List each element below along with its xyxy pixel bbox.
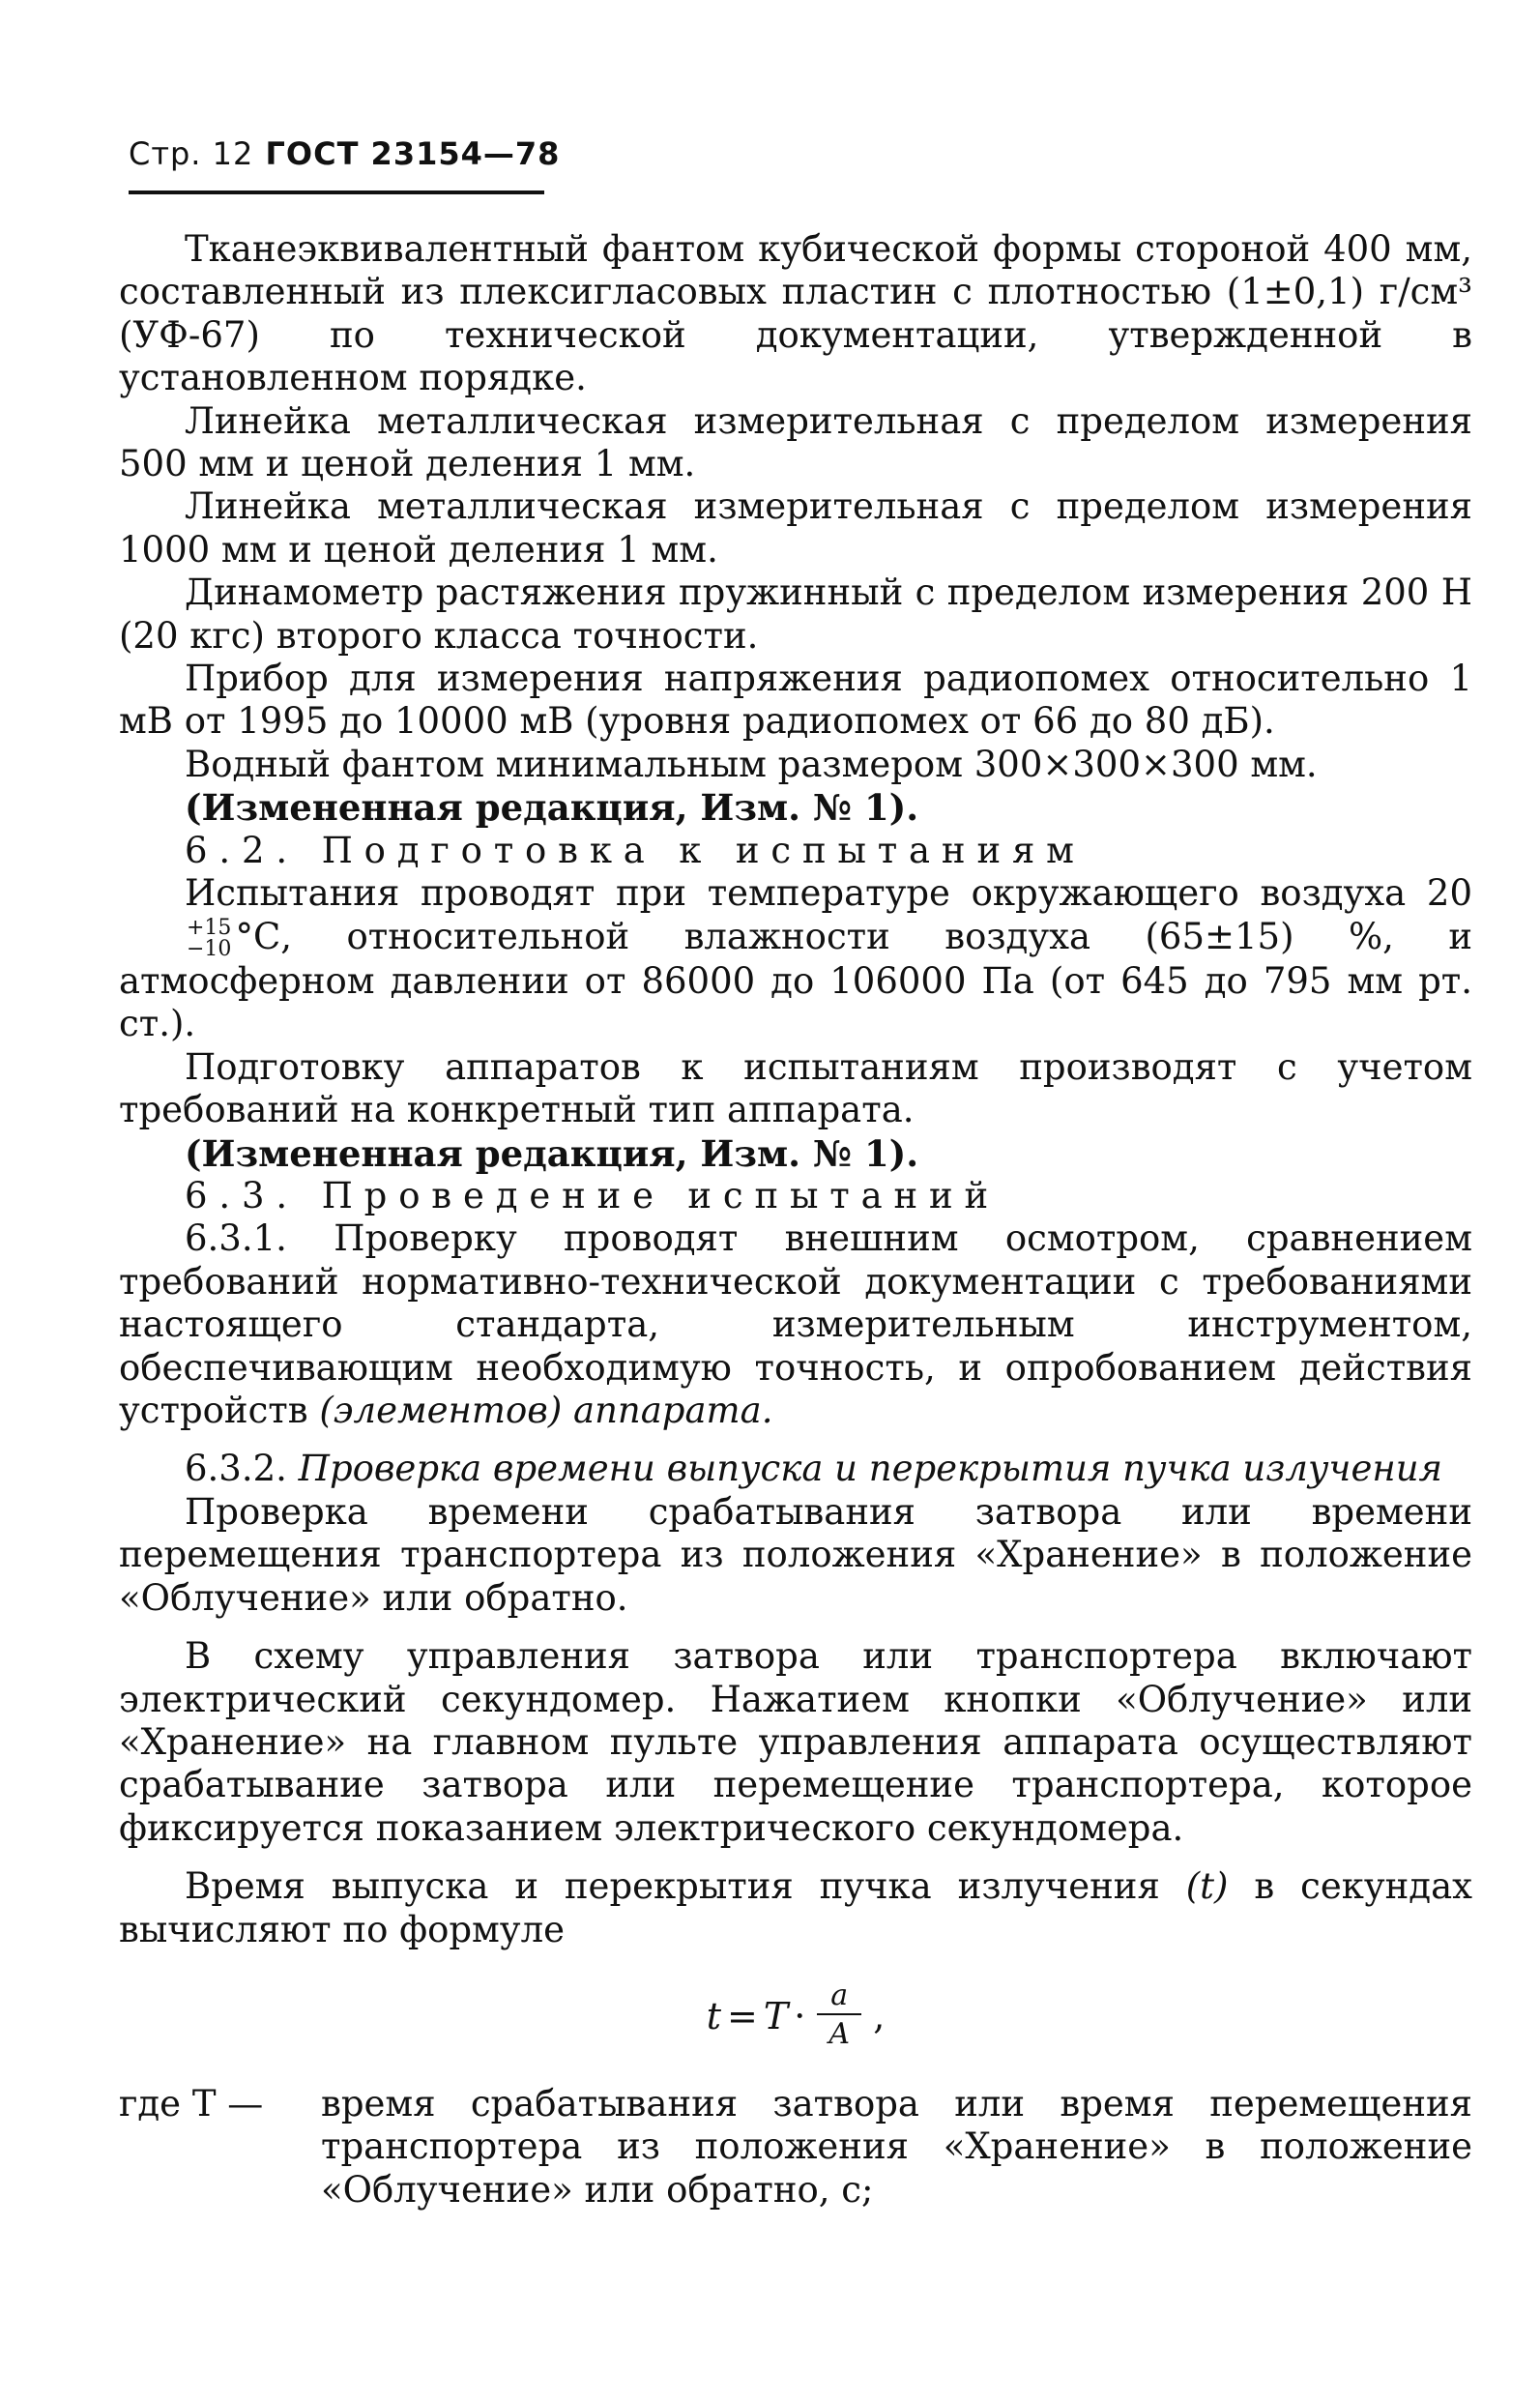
header-rule xyxy=(129,190,544,194)
section-6-3-title: 6.3. Проведение испытаний xyxy=(185,1175,1000,1217)
page-number: Стр. 12 xyxy=(129,135,254,172)
formula-numerator: a xyxy=(817,1978,861,2015)
formula-denominator: A xyxy=(828,2016,851,2051)
scheme-paragraph: В схему управления затвора или транспортера включают электрический секундомер. Нажатием кнопки «Облучение» или «Хранение» на главном пульте управления аппарата осуществляют срабатывание затвора или перемещение транспортера, которое фиксируется показанием электрического секундомера. xyxy=(119,1635,1472,1849)
page-header xyxy=(129,135,560,172)
paragraph-6-3-1 xyxy=(119,1217,1472,1432)
test-conditions-paragraph xyxy=(119,872,1472,1046)
check-time-paragraph: Проверка времени срабатывания затвора или времени перемещения транспортера из положения «Хранение» в положение «Облучение» или обратно. xyxy=(119,1490,1472,1619)
amendment-note-2: (Измененная редакция, Изм. № 1). xyxy=(185,1131,919,1175)
standard-code: ГОСТ 23154—78 xyxy=(265,135,561,172)
phantom-paragraph: Тканеэквивалентный фантом кубической формы стороной 400 мм, составленный из плексигласовых пластин с плотностью (1±0,1) г/см³ (УФ-67) по технической документации, утвержденной в установленном порядке. xyxy=(119,228,1472,399)
paragraph-6-3-2-heading xyxy=(119,1448,1472,1490)
water-phantom-paragraph: Водный фантом минимальным размером 300×300×300 мм. xyxy=(185,743,1318,785)
paragraph-6-3-1-italic: (элементов) аппарата. xyxy=(319,1390,773,1432)
temperature-tolerance xyxy=(121,918,231,960)
time-intro-post: в секундах вычисляют по формуле xyxy=(119,1865,1473,1950)
paragraph-6-3-1-text: 6.3.1. Проверку проводят внешним осмотром, сравнением требований нормативно-технической документации с требованиями настоящего стандарта, измерительным инструментом, обеспечивающим необходимую точность, и опробованием действия устройств xyxy=(119,1217,1472,1432)
paragraph-6-3-2-number: 6.3.2. xyxy=(185,1448,287,1490)
ruler-500-paragraph: Линейка металлическая измерительная с пределом измерения 500 мм и ценой деления 1 мм. xyxy=(119,399,1472,485)
formula-equals: = xyxy=(727,1994,758,2037)
formula-fraction xyxy=(817,1978,861,2054)
time-variable: (t) xyxy=(1185,1865,1229,1908)
time-formula-intro xyxy=(119,1865,1472,1951)
formula-lhs: t xyxy=(706,1994,721,2037)
where-text: время срабатывания затвора или время перемещения транспортера из положения «Хранение» в положение «Облучение» или обратно, с; xyxy=(321,2082,1472,2211)
amendment-note-1: (Измененная редакция, Изм. № 1). xyxy=(185,786,919,830)
radio-meter-paragraph: Прибор для измерения напряжения радиопомех относительно 1 мВ от 1995 до 10000 мВ (уровня радиопомех от 66 до 80 дБ). xyxy=(119,658,1472,743)
preparation-paragraph: Подготовку аппаратов к испытаниям производят с учетом требований на конкретный тип аппарата. xyxy=(119,1045,1472,1131)
conditions-text-post: °С, относительной влажности воздуха (65±15) %, и атмосферном давлении от 86000 до 106000 Па (от 645 до 795 мм рт. ст.). xyxy=(119,915,1472,1045)
section-6-2-title: 6.2. Подготовка к испытаниям xyxy=(185,829,1086,871)
conditions-text-pre: Испытания проводят при температуре окружающего воздуха 20 xyxy=(185,872,1472,915)
time-formula xyxy=(119,1978,1472,2054)
document-body xyxy=(119,228,1472,2212)
formula-T: T xyxy=(763,1994,789,2037)
ruler-1000-paragraph: Линейка металлическая измерительная с пределом измерения 1000 мм и ценой деления 1 мм. xyxy=(119,485,1472,571)
where-clause xyxy=(119,2083,1472,2212)
formula-comma: , xyxy=(873,1994,886,2037)
time-intro-pre: Время выпуска и перекрытия пучка излучения xyxy=(185,1865,1160,1908)
formula-dot: · xyxy=(794,1994,806,2037)
tolerance-plus: +15 xyxy=(187,916,232,940)
tolerance-minus: −10 xyxy=(187,937,232,961)
where-label: где T — xyxy=(119,2082,264,2125)
paragraph-6-3-2-title: Проверка времени выпуска и перекрытия пучка излучения xyxy=(298,1448,1443,1490)
dynamometer-paragraph: Динамометр растяжения пружинный с пределом измерения 200 Н (20 кгс) второго класса точности. xyxy=(119,571,1472,657)
